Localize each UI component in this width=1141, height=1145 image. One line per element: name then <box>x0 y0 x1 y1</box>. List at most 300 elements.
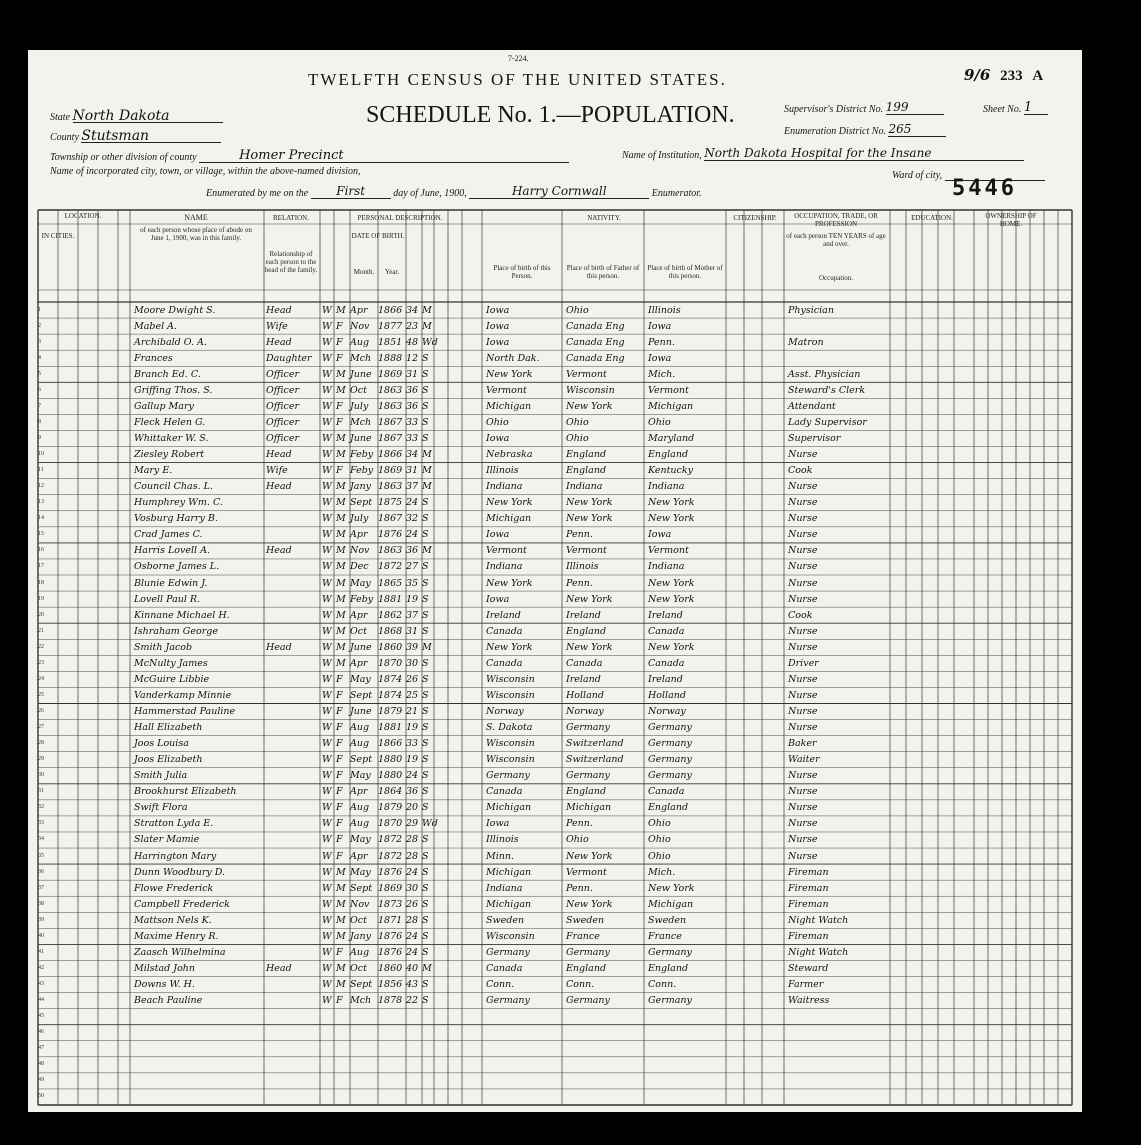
age: 36 <box>406 545 419 557</box>
row-number: 9 <box>38 434 41 441</box>
sex: M <box>336 529 346 541</box>
mother-birthplace: New York <box>648 497 695 509</box>
marital: S <box>422 384 429 396</box>
sex: M <box>336 625 346 637</box>
birth-month: May <box>350 577 371 589</box>
birth-year: 1869 <box>378 465 403 477</box>
county-row <box>50 128 221 143</box>
birth-month: Sept <box>350 754 373 766</box>
age: 33 <box>406 416 419 428</box>
birth-month: July <box>350 400 369 412</box>
occupation: Matron <box>788 336 824 348</box>
birthplace: New York <box>486 577 533 589</box>
color: W <box>322 962 332 974</box>
row-number: 7 <box>38 402 41 409</box>
father-birthplace: Vermont <box>566 368 607 380</box>
birth-year: 1880 <box>378 770 403 782</box>
sex: M <box>336 545 346 557</box>
occupation: Nurse <box>788 481 818 493</box>
row-number: 15 <box>38 531 44 538</box>
col-month: Month. <box>353 268 375 276</box>
father-birthplace: Germany <box>566 770 610 782</box>
row-number: 33 <box>38 820 44 827</box>
occupation: Nurse <box>788 449 818 461</box>
mother-birthplace: New York <box>648 577 695 589</box>
sex: F <box>336 818 343 830</box>
row-number: 36 <box>38 868 44 875</box>
birth-month: Nov <box>350 898 370 910</box>
sex: M <box>336 898 346 910</box>
col-occupation-desc: of each person TEN YEARS of age and over. <box>786 232 886 248</box>
sex: F <box>336 336 343 348</box>
state-row <box>50 108 223 123</box>
color: W <box>322 754 332 766</box>
row-number: 17 <box>38 563 44 570</box>
relation: Head <box>266 545 292 557</box>
person-name: Kinnane Michael H. <box>134 609 230 621</box>
person-name: Hall Elizabeth <box>134 722 203 734</box>
col-education: EDUCATION. <box>911 214 953 222</box>
sex: M <box>336 384 346 396</box>
mother-birthplace: Vermont <box>648 545 689 557</box>
occupation: Nurse <box>788 818 818 830</box>
row-number: 39 <box>38 916 44 923</box>
age: 24 <box>406 946 419 958</box>
person-name: Whittaker W. S. <box>134 432 209 444</box>
row-number: 6 <box>38 386 41 393</box>
father-birthplace: New York <box>566 593 613 605</box>
relation: Officer <box>266 416 300 428</box>
row-number: 16 <box>38 547 44 554</box>
mother-birthplace: New York <box>648 593 695 605</box>
birth-month: May <box>350 834 371 846</box>
relation: Officer <box>266 368 300 380</box>
father-birthplace: Germany <box>566 995 610 1007</box>
occupation: Nurse <box>788 513 818 525</box>
person-name: Harrington Mary <box>134 850 217 862</box>
color: W <box>322 979 332 991</box>
relation: Head <box>266 336 292 348</box>
birthplace: Sweden <box>486 914 525 926</box>
sex: M <box>336 593 346 605</box>
father-birthplace: Ireland <box>566 673 601 685</box>
occupation: Nurse <box>788 673 818 685</box>
marital: S <box>422 561 429 573</box>
col-relation: RELATION. <box>273 214 309 222</box>
birthplace: Wisconsin <box>486 689 535 701</box>
age: 34 <box>406 304 419 316</box>
mother-birthplace: Mich. <box>648 368 676 380</box>
color: W <box>322 352 332 364</box>
color: W <box>322 898 332 910</box>
sex: F <box>336 770 343 782</box>
birth-month: Aug <box>350 722 370 734</box>
ward-label: Ward of city, <box>892 170 943 181</box>
birth-year: 1868 <box>378 625 403 637</box>
birthplace: Wisconsin <box>486 673 535 685</box>
birth-year: 1874 <box>378 673 403 685</box>
color: W <box>322 400 332 412</box>
birthplace: Wisconsin <box>486 930 535 942</box>
birth-year: 1876 <box>378 866 403 878</box>
age: 28 <box>406 850 419 862</box>
age: 26 <box>406 898 419 910</box>
form-code: 7-224. <box>508 54 529 63</box>
institution-label: Name of Institution, <box>622 150 702 161</box>
person-name: Humphrey Wm. C. <box>134 497 223 509</box>
color: W <box>322 513 332 525</box>
birthplace: Wisconsin <box>486 738 535 750</box>
birth-month: Oct <box>350 962 367 974</box>
sex: M <box>336 609 346 621</box>
enumerated-mid: day of June, 1900, <box>393 188 467 199</box>
color: W <box>322 432 332 444</box>
birthplace: North Dak. <box>486 352 540 364</box>
mother-birthplace: Indiana <box>648 481 685 493</box>
father-birthplace: Norway <box>566 706 604 717</box>
person-name: Moore Dwight S. <box>134 304 216 316</box>
color: W <box>322 802 332 814</box>
row-number: 50 <box>38 1093 44 1100</box>
birth-year: 1867 <box>378 513 403 525</box>
age: 23 <box>406 320 419 332</box>
marital: S <box>422 866 429 878</box>
marital: M <box>422 320 432 332</box>
marital: S <box>422 770 429 782</box>
person-name: Archibald O. A. <box>134 336 207 348</box>
age: 25 <box>406 689 419 701</box>
occupation: Nurse <box>788 529 818 541</box>
marital: S <box>422 529 429 541</box>
row-number: 20 <box>38 611 44 618</box>
marital: S <box>422 577 429 589</box>
father-birthplace: Indiana <box>566 481 603 493</box>
mother-birthplace: Germany <box>648 995 692 1007</box>
birth-year: 1866 <box>378 449 403 461</box>
person-name: Vosburg Harry B. <box>134 513 218 525</box>
row-number: 14 <box>38 515 44 522</box>
person-name: Smith Jacob <box>134 641 193 653</box>
father-birthplace: Vermont <box>566 545 607 557</box>
birth-year: 1879 <box>378 802 403 814</box>
color: W <box>322 673 332 685</box>
col-year: Year. <box>384 268 400 276</box>
occupation: Fireman <box>788 898 829 910</box>
occupation: Baker <box>788 738 817 750</box>
color: W <box>322 449 332 461</box>
father-birthplace: Wisconsin <box>566 384 615 396</box>
father-birthplace: Ireland <box>566 609 601 621</box>
birthplace: Ohio <box>486 416 509 428</box>
age: 30 <box>406 657 419 669</box>
row-number: 24 <box>38 675 44 682</box>
color: W <box>322 995 332 1007</box>
color: W <box>322 834 332 846</box>
birth-year: 1876 <box>378 529 403 541</box>
age: 21 <box>406 706 419 717</box>
birthplace: Germany <box>486 770 530 782</box>
page-title: TWELFTH CENSUS OF THE UNITED STATES. <box>308 70 727 89</box>
birthplace: Michigan <box>486 400 532 412</box>
sex: M <box>336 561 346 573</box>
relation: Wife <box>266 320 288 332</box>
person-name: Ishraham George <box>134 625 218 637</box>
row-number: 37 <box>38 884 44 891</box>
color: W <box>322 384 332 396</box>
person-name: Mattson Nels K. <box>134 914 212 926</box>
marital: S <box>422 850 429 862</box>
occupation: Physician <box>788 304 834 316</box>
col-personal: PERSONAL DESCRIPTION. <box>357 214 443 222</box>
birth-year: 1876 <box>378 930 403 942</box>
row-number: 13 <box>38 499 44 506</box>
age: 12 <box>406 352 419 364</box>
marital: S <box>422 593 429 605</box>
marital: S <box>422 786 429 798</box>
sex: F <box>336 320 343 332</box>
person-name: Downs W. H. <box>134 979 195 991</box>
marital: S <box>422 657 429 669</box>
father-birthplace: England <box>566 962 607 974</box>
state-value: North Dakota <box>73 108 223 123</box>
stamp-number: 5446 <box>952 176 1017 201</box>
relation: Head <box>266 641 292 653</box>
occupation: Supervisor <box>788 432 841 444</box>
age: 28 <box>406 834 419 846</box>
person-name: Blunie Edwin J. <box>134 577 208 589</box>
mother-birthplace: Norway <box>648 706 686 717</box>
father-birthplace: England <box>566 625 607 637</box>
birthplace: Michigan <box>486 513 532 525</box>
color: W <box>322 914 332 926</box>
birth-month: July <box>350 513 369 525</box>
row-number: 31 <box>38 788 44 795</box>
sex: M <box>336 432 346 444</box>
father-birthplace: Canada Eng <box>566 336 625 348</box>
mother-birthplace: New York <box>648 882 695 894</box>
birth-year: 1860 <box>378 962 403 974</box>
father-birthplace: France <box>566 930 600 942</box>
enumerated-prefix: Enumerated by me on the <box>206 188 309 199</box>
color: W <box>322 770 332 782</box>
sex: F <box>336 722 343 734</box>
birth-year: 1851 <box>378 336 403 348</box>
age: 24 <box>406 497 419 509</box>
birth-month: Aug <box>350 336 370 348</box>
person-name: Smith Julia <box>134 770 188 782</box>
mother-birthplace: New York <box>648 513 695 525</box>
color: W <box>322 481 332 493</box>
page-number-block <box>958 66 1043 85</box>
sex: M <box>336 577 346 589</box>
row-number: 30 <box>38 772 44 779</box>
mother-birthplace: Ireland <box>648 609 683 621</box>
birth-month: Mch <box>350 416 372 428</box>
birth-month: Sept <box>350 689 373 701</box>
page-mark: 9/6 <box>964 66 991 84</box>
sex: F <box>336 754 343 766</box>
age: 39 <box>406 641 419 653</box>
row-number: 27 <box>38 724 44 731</box>
birth-month: May <box>350 866 371 878</box>
row-number: 10 <box>38 451 44 458</box>
birth-month: June <box>350 432 372 444</box>
father-birthplace: New York <box>566 641 613 653</box>
birth-month: Apr <box>350 786 368 798</box>
page-number: 233 <box>1000 68 1023 84</box>
sex: F <box>336 946 343 958</box>
person-name: Mary E. <box>134 465 173 477</box>
birth-month: Nov <box>350 545 370 557</box>
person-name: Frances <box>134 352 173 364</box>
occupation: Nurse <box>788 625 818 637</box>
birth-year: 1856 <box>378 979 403 991</box>
birthplace: Iowa <box>486 432 510 444</box>
col-place-father: Place of birth of Father of this person. <box>566 264 640 280</box>
color: W <box>322 368 332 380</box>
mother-birthplace: England <box>648 962 689 974</box>
marital: S <box>422 673 429 685</box>
row-number: 5 <box>38 370 41 377</box>
relation: Wife <box>266 465 288 477</box>
population-table <box>38 210 1072 1105</box>
father-birthplace: Penn. <box>566 577 593 589</box>
father-birthplace: Michigan <box>566 802 612 814</box>
relation: Head <box>266 449 292 461</box>
birth-year: 1879 <box>378 706 403 717</box>
birth-month: Jany <box>350 930 371 942</box>
father-birthplace: Penn. <box>566 818 593 830</box>
father-birthplace: England <box>566 465 607 477</box>
marital: S <box>422 930 429 942</box>
person-name: Dunn Woodbury D. <box>134 866 226 878</box>
birthplace: Michigan <box>486 898 532 910</box>
marital: S <box>422 882 429 894</box>
person-name: Swift Flora <box>134 802 188 814</box>
father-birthplace: New York <box>566 898 613 910</box>
occupation: Nurse <box>788 497 818 509</box>
occupation: Cook <box>788 609 813 621</box>
person-name: Campbell Frederick <box>134 898 230 910</box>
father-birthplace: Germany <box>566 946 610 958</box>
birthplace: Canada <box>486 962 523 974</box>
census-sheet <box>28 50 1082 1112</box>
birthplace: New York <box>486 368 533 380</box>
birth-year: 1863 <box>378 384 403 396</box>
birth-month: Aug <box>350 818 370 830</box>
row-number: 11 <box>38 467 44 474</box>
sex: F <box>336 738 343 750</box>
supervisor-row <box>784 100 944 115</box>
father-birthplace: Germany <box>566 722 610 734</box>
color: W <box>322 722 332 734</box>
person-name: McGuire Libbie <box>134 673 210 685</box>
sex: F <box>336 802 343 814</box>
occupation: Asst. Physician <box>788 368 861 380</box>
row-number: 1 <box>38 306 41 313</box>
age: 19 <box>406 754 419 766</box>
birth-month: Jany <box>350 481 371 493</box>
marital: S <box>422 834 429 846</box>
row-number: 47 <box>38 1045 44 1052</box>
person-name: Joos Elizabeth <box>134 754 203 766</box>
sex: F <box>336 416 343 428</box>
col-place-mother: Place of birth of Mother of this person. <box>647 264 723 280</box>
col-relation-desc: Relationship of each person to the head of the family. <box>264 250 318 274</box>
color: W <box>322 882 332 894</box>
occupation: Nurse <box>788 706 818 717</box>
birth-year: 1866 <box>378 304 403 316</box>
birth-year: 1866 <box>378 738 403 750</box>
birth-month: Feby <box>350 593 374 605</box>
birth-year: 1870 <box>378 657 403 669</box>
birth-month: June <box>350 368 372 380</box>
age: 24 <box>406 529 419 541</box>
birth-month: Nov <box>350 320 370 332</box>
occupation: Driver <box>788 657 819 669</box>
mother-birthplace: Mich. <box>648 866 676 878</box>
enumerator-name: Harry Cornwall <box>469 184 649 199</box>
birthplace: Iowa <box>486 593 510 605</box>
row-number: 12 <box>38 483 44 490</box>
birthplace: Iowa <box>486 818 510 830</box>
age: 32 <box>406 513 419 525</box>
color: W <box>322 561 332 573</box>
col-ownership: OWNERSHIP OF HOME. <box>985 212 1037 228</box>
row-number: 42 <box>38 964 44 971</box>
relation: Head <box>266 304 292 316</box>
birth-year: 1863 <box>378 545 403 557</box>
sex: M <box>336 914 346 926</box>
row-number: 21 <box>38 627 44 634</box>
birth-month: Aug <box>350 946 370 958</box>
marital: S <box>422 400 429 412</box>
mother-birthplace: Germany <box>648 946 692 958</box>
mother-birthplace: Indiana <box>648 561 685 573</box>
sex: M <box>336 513 346 525</box>
row-number: 28 <box>38 740 44 747</box>
birth-year: 1881 <box>378 593 403 605</box>
father-birthplace: Ohio <box>566 416 589 428</box>
marital: S <box>422 722 429 734</box>
occupation: Waiter <box>788 754 820 766</box>
marital: S <box>422 609 429 621</box>
birth-year: 1871 <box>378 914 403 926</box>
marital: S <box>422 802 429 814</box>
page-letter: A <box>1032 68 1044 84</box>
mother-birthplace: Canada <box>648 625 685 637</box>
color: W <box>322 529 332 541</box>
age: 31 <box>406 368 419 380</box>
occupation: Nurse <box>788 722 818 734</box>
birthplace: Iowa <box>486 304 510 316</box>
age: 27 <box>406 561 419 573</box>
row-number: 46 <box>38 1029 44 1036</box>
relation: Officer <box>266 400 300 412</box>
birth-month: Sept <box>350 882 373 894</box>
father-birthplace: Switzerland <box>566 738 624 750</box>
occupation: Nurse <box>788 545 818 557</box>
age: 29 <box>406 818 419 830</box>
marital: M <box>422 641 432 653</box>
mother-birthplace: Michigan <box>648 400 694 412</box>
color: W <box>322 320 332 332</box>
occupation: Nurse <box>788 850 818 862</box>
color: W <box>322 545 332 557</box>
birth-month: Apr <box>350 609 368 621</box>
birth-month: June <box>350 706 372 717</box>
father-birthplace: New York <box>566 850 613 862</box>
